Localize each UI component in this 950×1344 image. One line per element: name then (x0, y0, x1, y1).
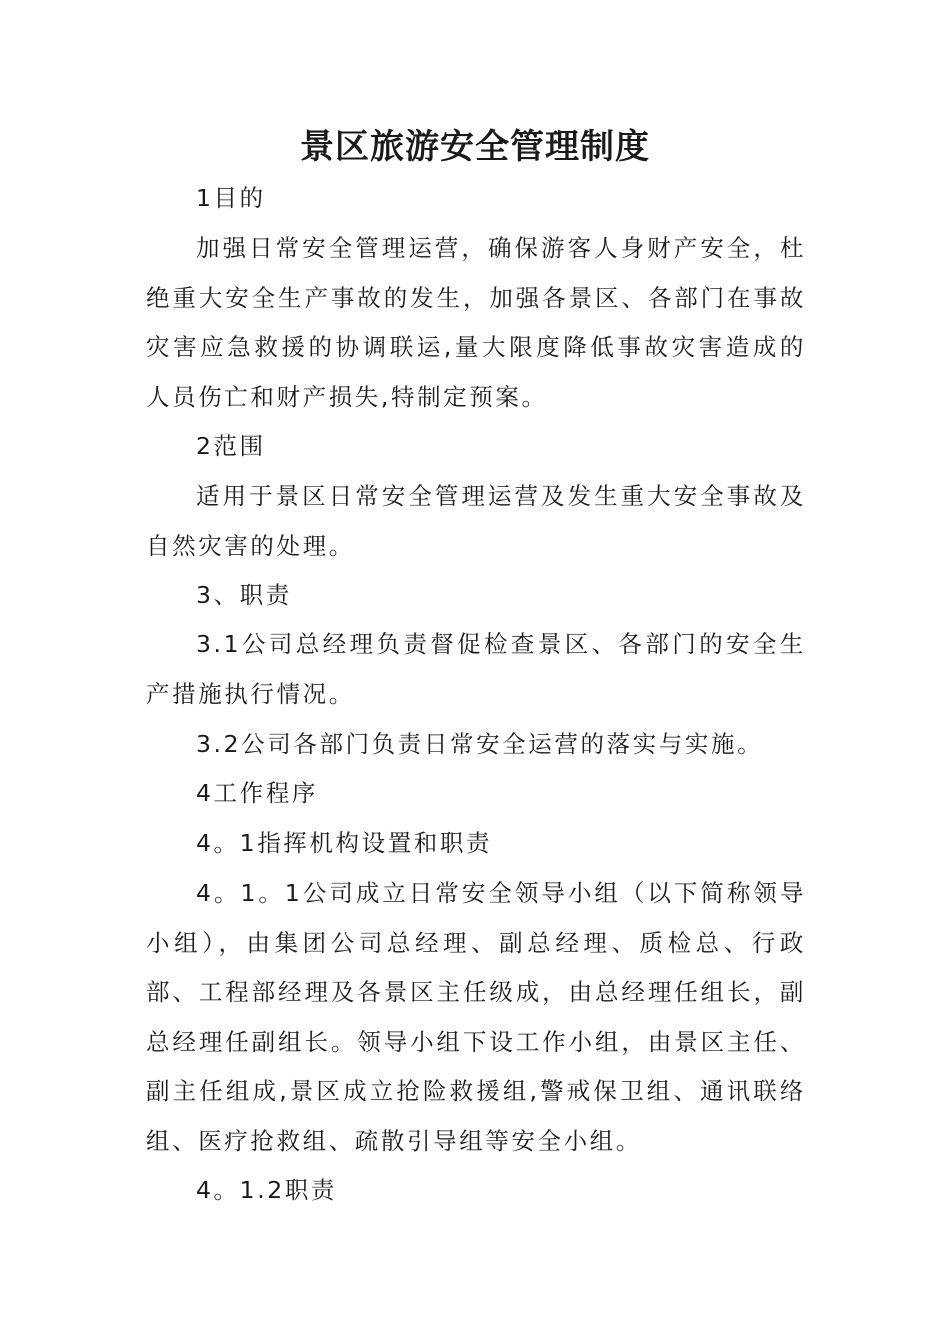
paragraph-duty-3-2: 3.2公司各部门负责日常安全运营的落实与实施。 (196, 730, 764, 758)
document-title: 景区旅游安全管理制度 (300, 127, 650, 167)
section-heading-scope: 2范围 (196, 432, 266, 460)
paragraph-4-1-1: 4。1。1公司成立日常安全领导小组（以下简称领导小组），由集团公司总经理、副总经理、质检总、行政部、工程部经理及各景区主任级成，由总经理任组长，副总经理任副组长。领导小组下设工作小组，由景区主任、副主任组成,景区成立抢险救援组,警戒保卫组、通讯联络组、医疗抢救组、疏散引导组等安全小组。 (146, 879, 806, 1155)
subheading-4-1-2: 4。1.2职责 (196, 1176, 338, 1204)
paragraph-duty-3-1: 3.1公司总经理负责督促检查景区、各部门的安全生产措施执行情况。 (146, 630, 806, 708)
section-heading-procedure: 4工作程序 (196, 779, 318, 807)
section-heading-duties: 3、职责 (196, 581, 292, 609)
subheading-4-1: 4。1指挥机构设置和职责 (196, 829, 493, 857)
section-heading-purpose: 1目的 (196, 184, 266, 212)
paragraph-purpose: 加强日常安全管理运营，确保游客人身财产安全，杜绝重大安全生产事故的发生，加强各景区、各部门在事故灾害应急救援的协调联运,量大限度降低事故灾害造成的人员伤亡和财产损失,特制定预案。 (146, 234, 806, 411)
paragraph-scope: 适用于景区日常安全管理运营及发生重大安全事故及自然灾害的处理。 (146, 482, 806, 560)
